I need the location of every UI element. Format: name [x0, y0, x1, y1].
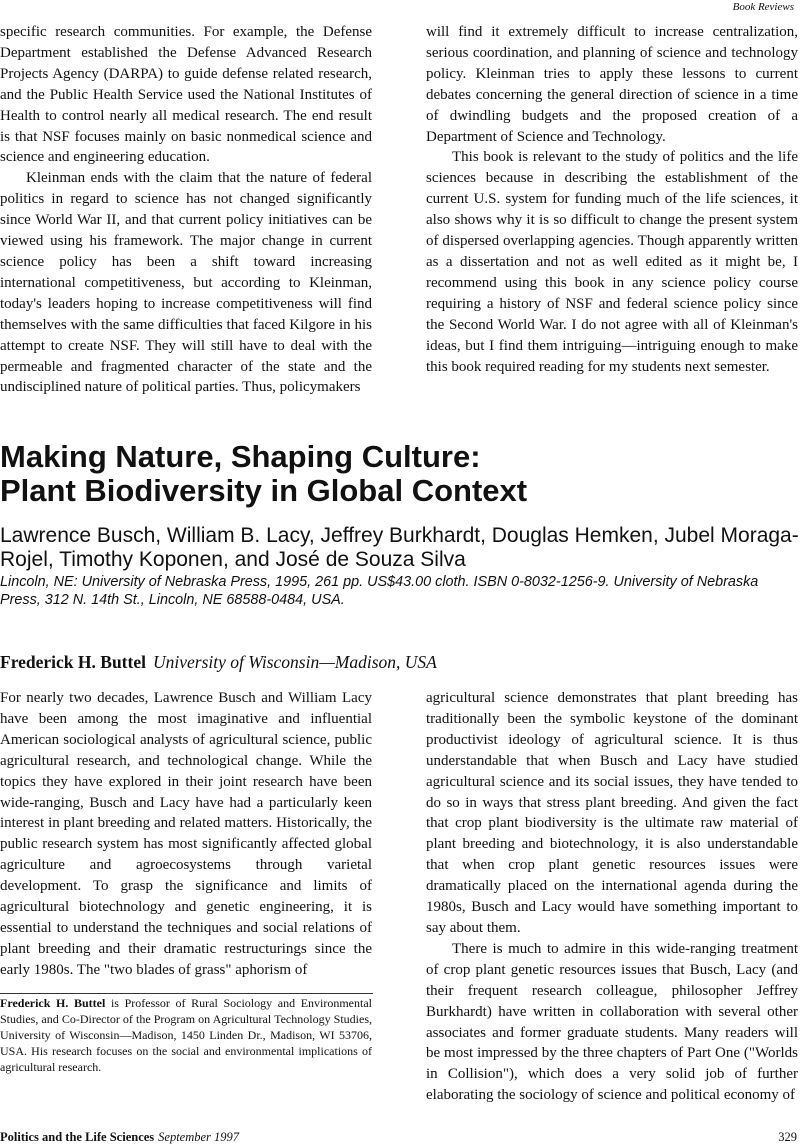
page-number: 329: [778, 1130, 797, 1144]
paragraph: will find it extremely difficult to increase centralization, serious coordination, and planning of science and technology policy. Kleinman tries to apply these lessons to current debates concerning the general direction of science in a time of dwindling budgets and the proposed creation of a Department of Science and Technology.: [426, 24, 798, 145]
footnote-text: is Professor of Rural Sociology and Environmental Studies, and Co-Director of the Program on Agricultural Technology Studies, University of Wisconsin—Madison, 1450 Linden Dr., Madison, WI 53706, USA. His research focuses on the social and environmental implications of agricultural research.: [0, 996, 373, 1075]
prev-review-left-column: [0, 22, 372, 398]
book-authors: Lawrence Busch, William B. Lacy, Jeffrey Burkhardt, Douglas Hemken, Jubel Moraga-Rojel, Timothy Koponen, and José de Souza Silva: [0, 524, 799, 571]
author-footnote: [0, 995, 372, 1075]
book-citation: Lincoln, NE: University of Nebraska Press, 1995, 261 pp. US$43.00 cloth. ISBN 0-8032-1256-9. University of Nebraska Press, 312 N. 14th St., Lincoln, NE 68588-0484, USA.: [0, 574, 759, 608]
reviewer-name: Frederick H. Buttel: [0, 652, 146, 672]
footnote-divider: [0, 993, 373, 994]
journal-name: Politics and the Life Sciences: [0, 1130, 155, 1144]
paragraph: There is much to admire in this wide-ranging treatment of crop plant genetic resources issues that Busch, Lacy (and their frequent research colleague, philosopher Jeffrey Burkhardt) have written in collaboration with several other associates and former graduate students. Many readers will be most impressed by the three chapters of Part One ("Worlds in Collision"), which does a very solid job of further elaborating the sociology of science and political economy of: [426, 940, 798, 1104]
footnote-name: Frederick H. Buttel: [0, 996, 106, 1010]
review-left-column: [0, 688, 372, 981]
review-right-column: [426, 688, 798, 1106]
reviewer-affiliation: University of Wisconsin—Madison, USA: [152, 652, 437, 672]
journal-footer: [0, 1130, 239, 1145]
reviewer-byline: [0, 652, 437, 673]
paragraph: Kleinman ends with the claim that the nature of federal politics in regard to science has not changed significantly since World War II, and that current policy initiatives can be viewed using his framework. The major change in current science policy has been a shift toward increasing international competitiveness, but according to Kleinman, today's leaders hoping to increase competitiveness will find themselves with the same difficulties that faced Kilgore in his attempt to create NSF. They will still have to deal with the permeable and fragmented character of the state and the undisciplined nature of political parties. Thus, policymakers: [0, 170, 372, 396]
paragraph: For nearly two decades, Lawrence Busch and William Lacy have been among the most imaginative and influential American sociological analysts of agricultural science, public agricultural research, and technological change. While the topics they have explored in their joint research have been wide-ranging, Busch and Lacy have had a particularly keen interest in plant breeding and related matters. Historically, the public research system has most significantly affected global agriculture and agroecosystems through varietal development. To grasp the significance and limits of agricultural biotechnology and genetic engineering, it is essential to understand the techniques and social relations of plant breeding and their dramatic restructurings since the early 1980s. The "two blades of grass" aphorism of: [0, 690, 372, 978]
review-title: Making Nature, Shaping Culture: Plant Biodiversity in Global Context: [0, 439, 528, 508]
running-head: Book Reviews: [732, 1, 794, 13]
journal-date: September 1997: [158, 1130, 240, 1144]
paragraph: specific research communities. For example, the Defense Department established the Defense Advanced Research Projects Agency (DARPA) to guide defense related research, and the Public Health Service used the National Institutes of Health to control nearly all medical research. The end result is that NSF focuses mainly on basic nonmedical science and science and engineering education.: [0, 24, 372, 166]
paragraph: This book is relevant to the study of politics and the life sciences because in describing the establishment of the current U.S. system for funding much of the life sciences, it also shows why it is so difficult to change the present system of dispersed overlapping agencies. Though apparently written as a dissertation and not as well edited as it might be, I recommend using this book in any science policy course requiring a history of NSF and federal science policy since the Second World War. I do not agree with all of Kleinman's ideas, but I find them intriguing—intriguing enough to make this book required reading for my students next semester.: [426, 149, 798, 375]
paragraph: agricultural science demonstrates that plant breeding has traditionally been the symbolic keystone of the dominant productivist ideology of agricultural science. It is thus understandable that when Busch and Lacy have studied agricultural science and its social issues, they have tended to do so in ways that stress plant breeding. And given the fact that crop plant biodiversity is the ultimate raw material of plant breeding and biotechnology, it is also understandable that when crop plant genetic resources issues were dramatically placed on the international agenda during the 1980s, Busch and Lacy would have something important to say about them.: [426, 690, 798, 936]
prev-review-right-column: [426, 22, 798, 377]
